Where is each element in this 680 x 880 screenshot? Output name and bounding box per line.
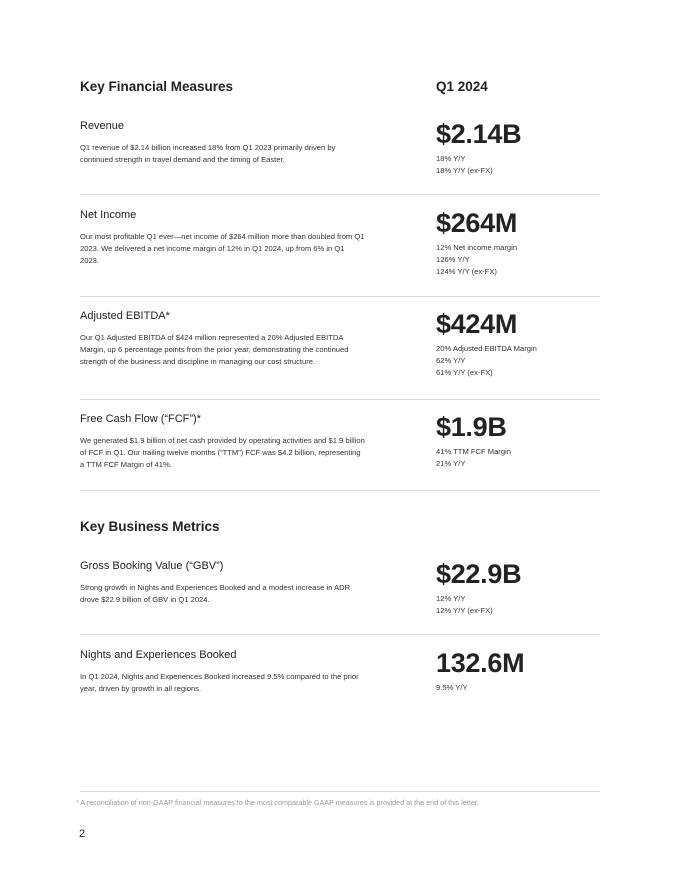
metric-title: Free Cash Flow (“FCF”)* (80, 413, 202, 425)
metric-title: Nights and Experiences Booked (80, 649, 237, 661)
metric-detail: 62% Y/Y (436, 356, 466, 366)
metric-detail: 12% Y/Y (ex-FX) (436, 606, 493, 616)
metric-detail: 61% Y/Y (ex-FX) (436, 368, 493, 378)
metric-detail: 18% Y/Y (436, 154, 466, 163)
metric-detail: 18% Y/Y (ex-FX) (436, 166, 493, 176)
metric-description: In Q1 2024, Nights and Experiences Booked increased 9.5% compared to the prior year, driven by growth in all regions. (80, 672, 359, 694)
metric-details (436, 682, 600, 694)
metric-description: We generated $1.9 billion of net cash provided by operating activities and $1.9 billion of FCF in Q1. Our trailing twelve months (“TTM”) FCF was $4.2 billion, representing a TTM FCF Margin of 41%. (80, 436, 365, 470)
metric-description: Q1 revenue of $2.14 billion increased 18% from Q1 2023 primarily driven by continued strength in travel demand and the timing of Easter. (80, 143, 336, 165)
metric-title: Revenue (80, 120, 125, 132)
metric-value: $264M (436, 208, 518, 238)
period-heading: Q1 2024 (436, 79, 488, 94)
metric-details (436, 343, 600, 380)
business-metrics-heading: Key Business Metrics (80, 519, 220, 534)
divider (80, 194, 600, 195)
divider (80, 399, 600, 400)
metric-title: Gross Booking Value (“GBV”) (80, 560, 224, 572)
metric-detail: 21% Y/Y (436, 459, 466, 469)
metric-description: Our most profitable Q1 ever—net income of $264 million more than doubled from Q1 2023. We delivered a net income margin of 12% in Q1 2024, up from 6% in Q1 2023. (80, 232, 365, 266)
metric-value: $424M (436, 309, 518, 339)
metric-details (436, 242, 600, 279)
metric-value: $22.9B (436, 559, 522, 589)
metric-value: $1.9B (436, 412, 507, 442)
metric-details (436, 593, 600, 617)
metric-detail: 9.5% Y/Y (436, 683, 468, 692)
metric-details (436, 153, 600, 177)
metric-detail: 124% Y/Y (ex-FX) (436, 267, 497, 277)
metric-details (436, 446, 600, 470)
metric-detail: 12% Y/Y (436, 594, 466, 603)
metric-detail: 126% Y/Y (436, 255, 470, 265)
footnote: * A reconciliation of non-GAAP financial measures to the most comparable GAAP measures is provided at the end of this letter. (76, 798, 479, 807)
financial-measures-heading: Key Financial Measures (80, 79, 234, 94)
metric-value: 132.6M (436, 648, 525, 678)
metric-detail: 41% TTM FCF Margin (436, 447, 511, 456)
metric-description: Strong growth in Nights and Experiences Booked and a modest increase in ADR drove $22.9 billion of GBV in Q1 2024. (80, 583, 351, 605)
divider (80, 296, 600, 297)
metric-detail: 20% Adjusted EBITDA Margin (436, 344, 537, 353)
divider (80, 634, 600, 635)
metric-description: Our Q1 Adjusted EBITDA of $424 million represented a 20% Adjusted EBITDA Margin, up 6 percentage points from the prior year, demonstrating the continued strength of the business and discipline in managing our cost structure. (80, 333, 349, 367)
divider (80, 490, 600, 491)
metric-value: $2.14B (436, 119, 522, 149)
metric-detail: 12% Net income margin (436, 243, 518, 252)
metric-title: Adjusted EBITDA* (80, 310, 170, 322)
metric-title: Net Income (80, 209, 137, 221)
footnote-divider (80, 791, 600, 792)
page-number: 2 (79, 828, 86, 840)
